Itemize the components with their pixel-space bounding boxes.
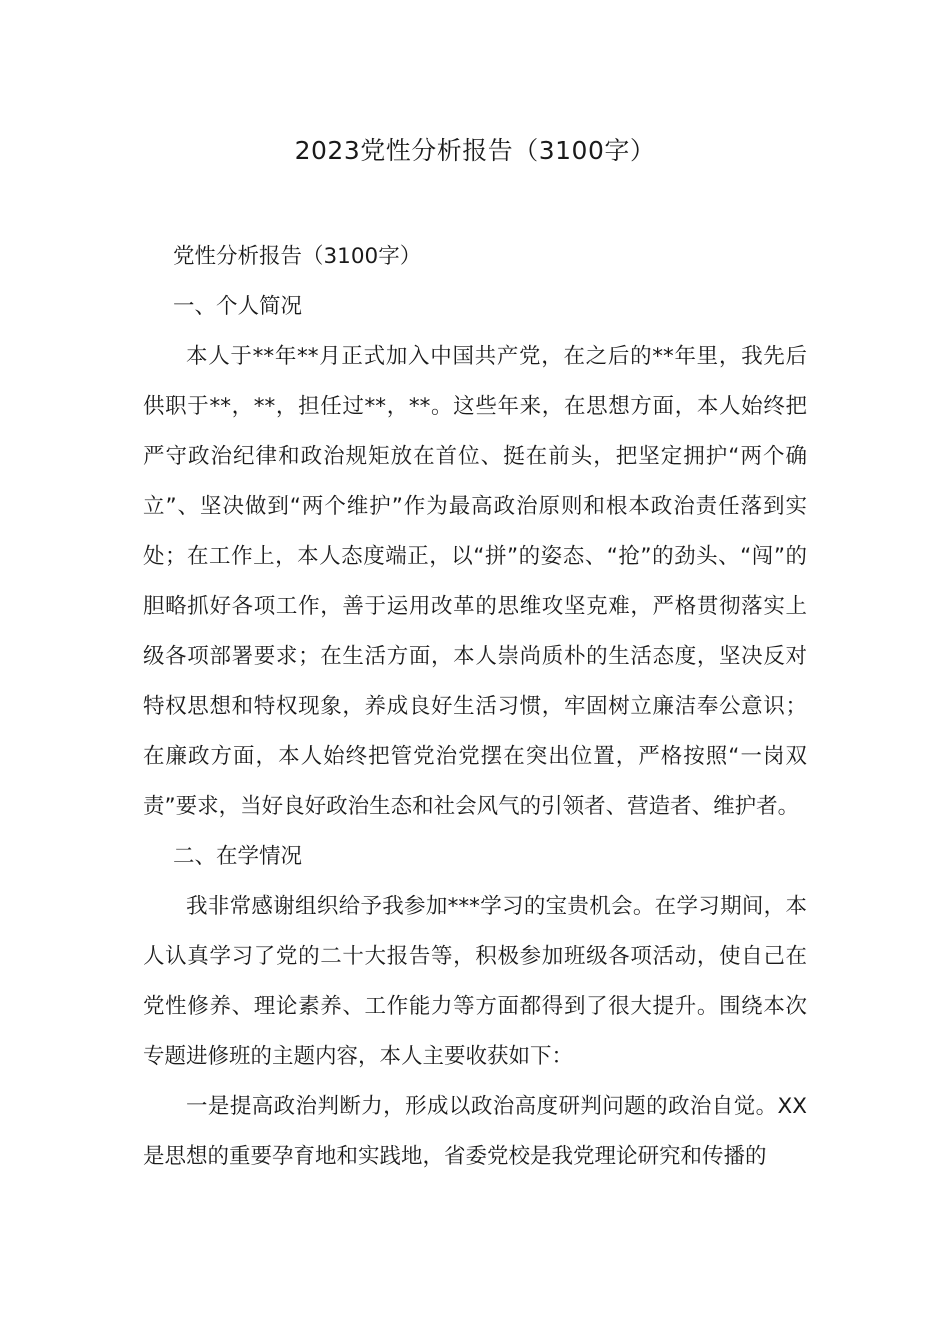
document-title: 2023党性分析报告（3100字）	[294, 136, 656, 165]
subtitle-paragraph: 党性分析报告（3100字）	[173, 244, 422, 269]
body-paragraph-political-judgment: 一是提高政治判断力，形成以政治高度研判问题的政治自觉。XX是思想的重要孕育地和实践地，省委党校是我党理论研究和传播的	[143, 1094, 807, 1169]
body-paragraph-study-status: 我非常感谢组织给予我参加***学习的宝贵机会。在学习期间，本人认真学习了党的二十大报告等，积极参加班级各项活动，使自己在党性修养、理论素养、工作能力等方面都得到了很大提升。围绕本次专题进修班的主题内容，本人主要收获如下：	[143, 894, 807, 1069]
body-paragraph-personal-overview: 本人于**年**月正式加入中国共产党，在之后的**年里，我先后供职于**，**，担任过**，**。这些年来，在思想方面，本人始终把严守政治纪律和政治规矩放在首位、挺在前头，把坚定拥护“两个确立”、坚决做到“两个维护”作为最高政治原则和根本政治责任落到实处；在工作上，本人态度端正，以“拼”的姿态、“抢”的劲头、“闯”的胆略抓好各项工作，善于运用改革的思维攻坚克难，严格贯彻落实上级各项部署要求；在生活方面，本人崇尚质朴的生活态度，坚决反对特权思想和特权现象，养成良好生活习惯，牢固树立廉洁奉公意识；在廉政方面，本人始终把管党治党摆在突出位置，严格按照“一岗双责”要求，当好良好政治生态和社会风气的引领者、营造者、维护者。	[143, 344, 807, 819]
document-body	[143, 232, 807, 1182]
section-heading-personal-overview: 一、个人简况	[173, 294, 303, 319]
section-heading-study-status: 二、在学情况	[173, 844, 303, 869]
